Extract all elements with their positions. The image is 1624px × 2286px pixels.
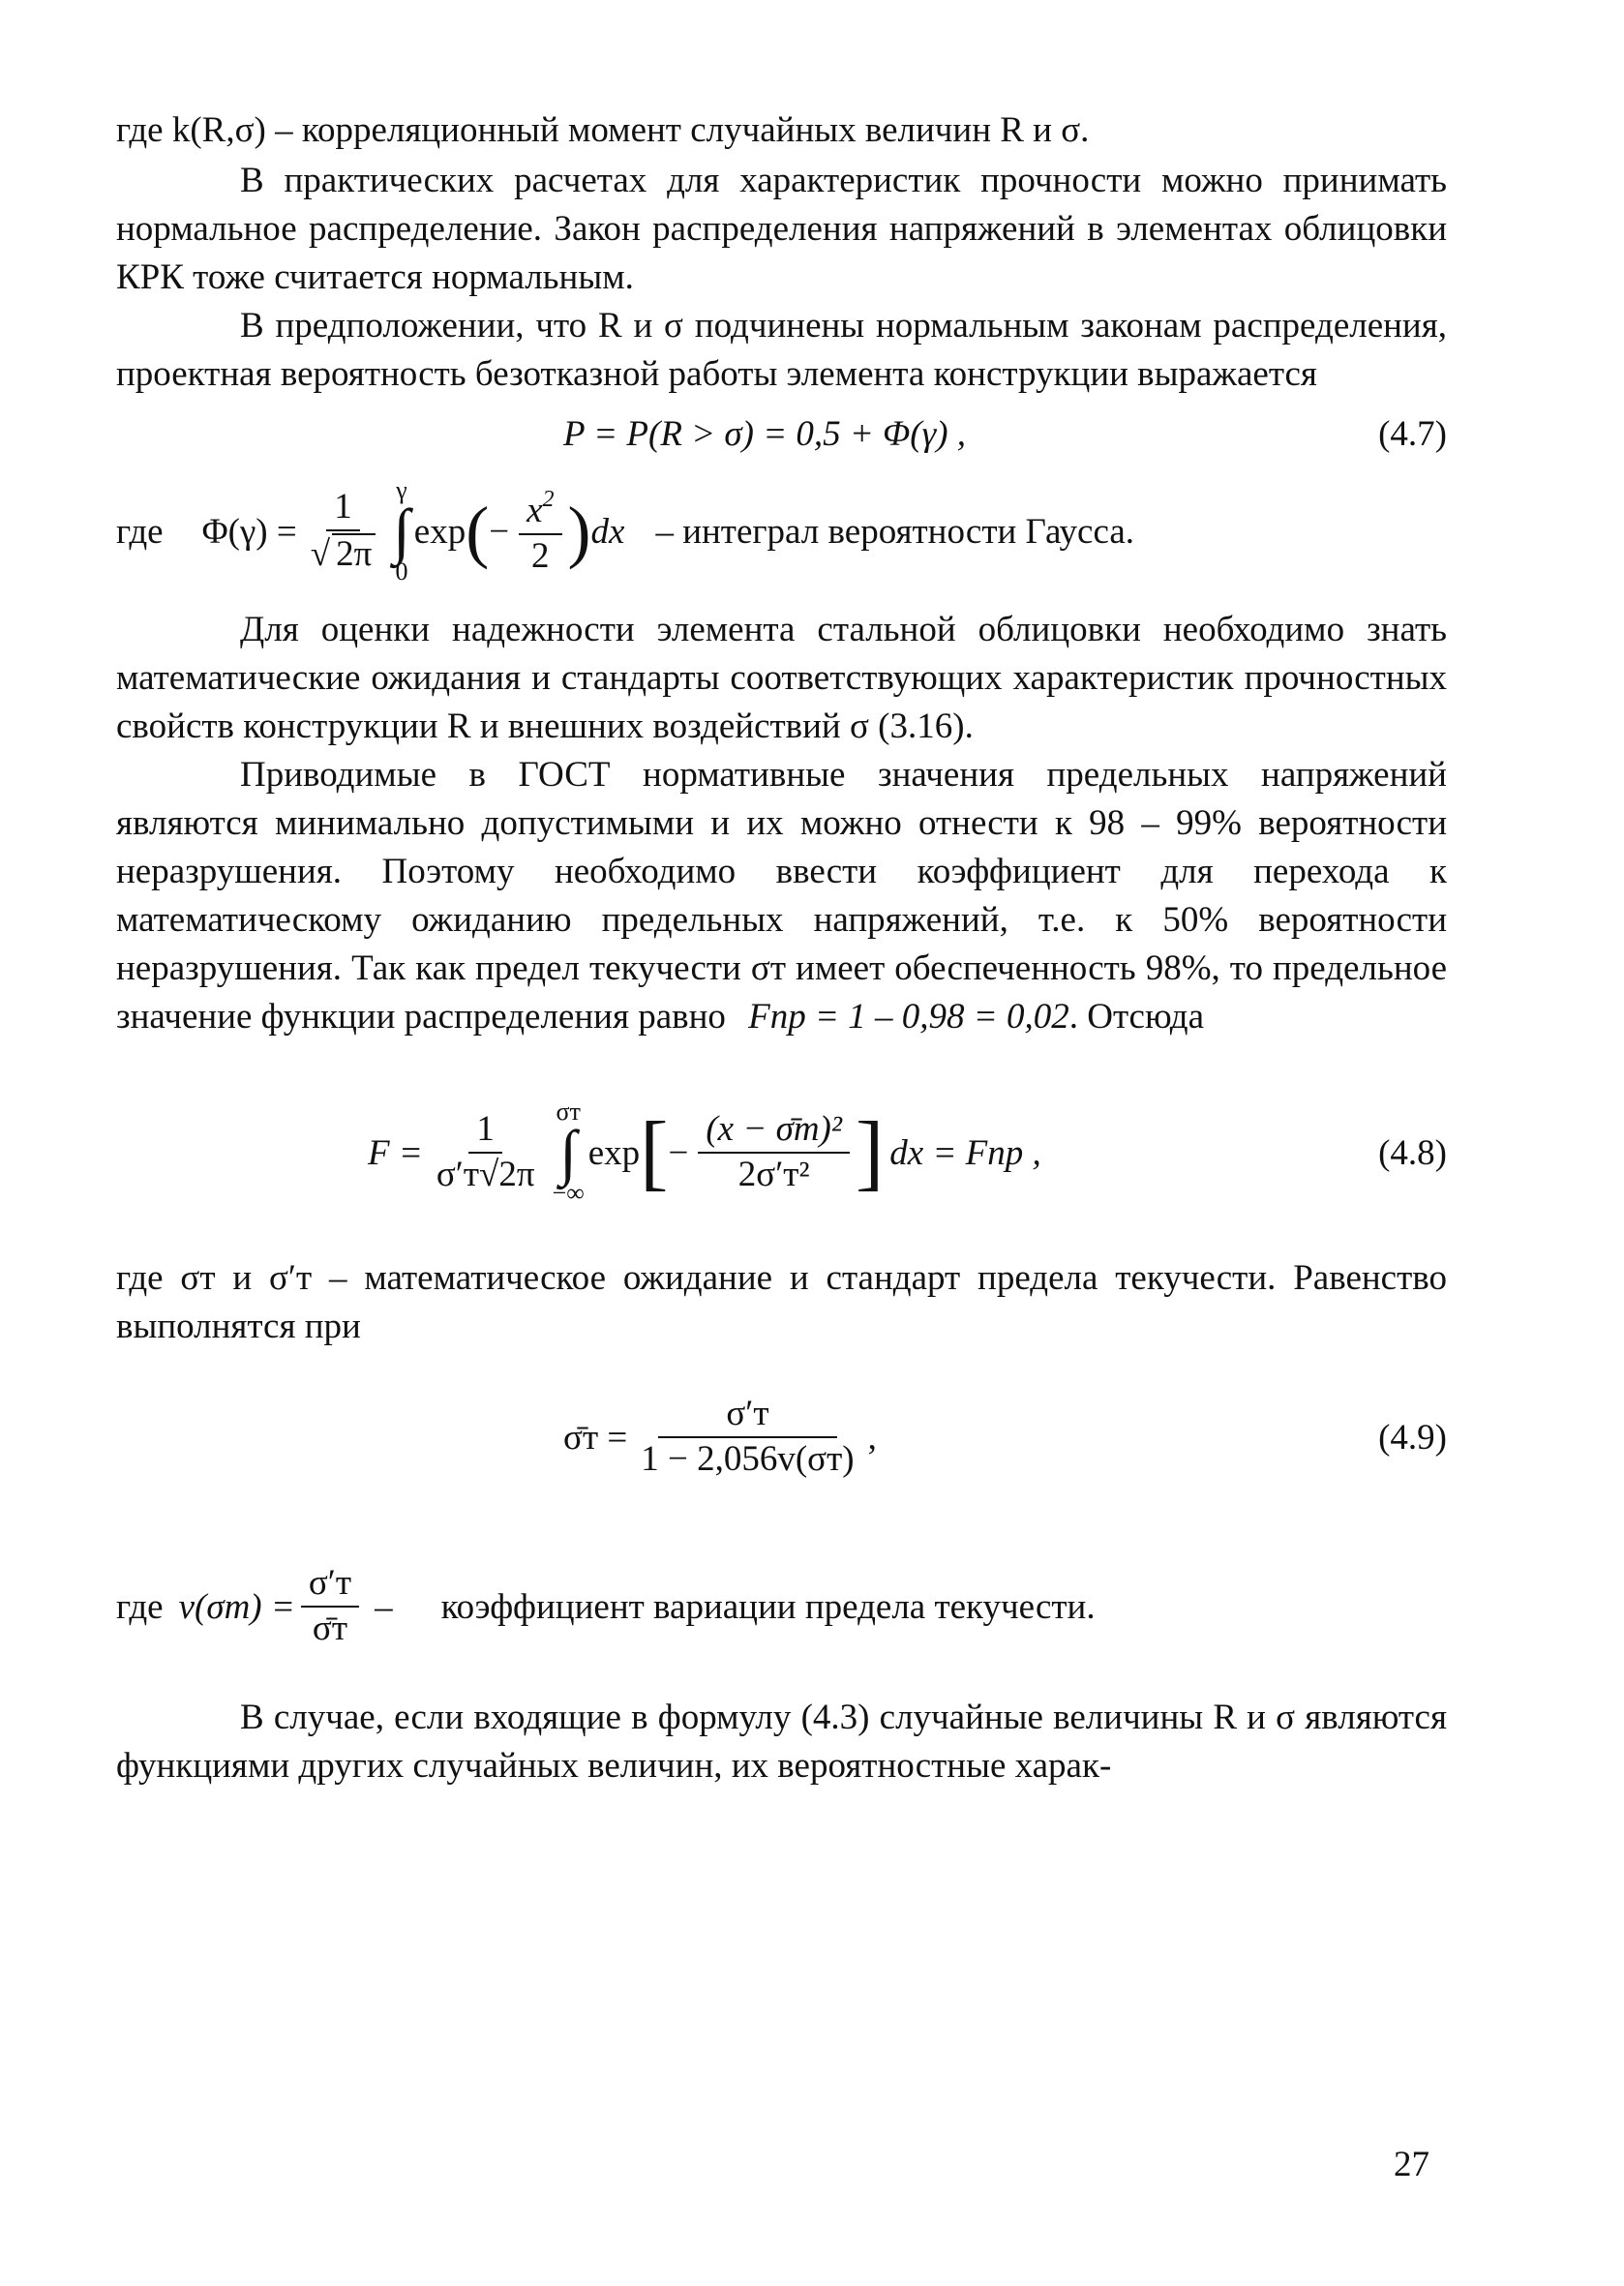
eq48-fraction-num: 1 <box>468 1110 502 1154</box>
integral-icon: ∫ <box>393 496 410 566</box>
gauss-lhs: Φ(γ) = <box>201 511 297 552</box>
eq48-lhs: F = <box>368 1132 423 1173</box>
right-paren-icon: ) <box>567 493 591 570</box>
eq48-integral-sign <box>553 1099 585 1206</box>
gauss-inner-den: 2 <box>531 535 550 576</box>
gauss-upper-limit: γ <box>396 476 407 505</box>
variation-lhs: v(σт) = <box>178 1586 295 1627</box>
eq48-inner-fraction <box>698 1110 850 1194</box>
variation-dash: – <box>375 1586 393 1627</box>
equation-variation <box>116 1549 1447 1665</box>
paragraph-estimate: Для оценки надежности элемента стальной облицовки необходимо знать математические ожидания и стандарты соответствующих характеристик прочностных свойств конструкции R и внешних воздействий σ (3.16). <box>116 610 1447 746</box>
variation-prefix: где <box>116 1586 164 1627</box>
variation-num: σ′т <box>301 1564 359 1608</box>
paragraph-expectation: где σт и σ′т – математическое ожидание и стандарт предела текучести. Равенство выполнятся при <box>116 1258 1447 1346</box>
gauss-exp: exp <box>413 511 466 552</box>
equation-4-9-number: (4.9) <box>1378 1417 1447 1458</box>
gauss-dx: dx <box>590 511 625 552</box>
gauss-minus: − <box>489 511 510 552</box>
eq49-tail: , <box>867 1417 877 1458</box>
paragraph-gost-tail: . Отсюда <box>1068 997 1204 1037</box>
right-bracket-icon: ] <box>855 1105 885 1199</box>
eq48-exp: exp <box>587 1132 641 1173</box>
eq48-upper-limit: σт <box>556 1098 581 1127</box>
eq49-fraction-den: 1 − 2,056v(σт) <box>641 1439 855 1479</box>
eq48-lower-limit: −∞ <box>552 1178 585 1207</box>
equation-4-7-body: P = P(R > σ) = 0,5 + Φ(γ) , <box>563 413 967 454</box>
gauss-fraction-num: 1 <box>326 488 360 531</box>
eq48-minus: − <box>668 1132 689 1173</box>
eq48-inner-den: 2σ′т² <box>737 1155 810 1194</box>
eq49-fraction <box>633 1395 861 1479</box>
gauss-fraction-den <box>303 531 384 575</box>
equation-gauss-integral <box>116 468 1447 594</box>
gauss-inner-num: $x^2$ <box>519 487 561 535</box>
page-content <box>116 106 1447 1790</box>
integral-icon: ∫ <box>559 1118 577 1188</box>
gauss-lower-limit: 0 <box>395 556 408 586</box>
equation-4-7-number: (4.7) <box>1378 413 1447 454</box>
eq48-rhs: dx = Fпр , <box>889 1132 1041 1173</box>
equation-4-7 <box>116 405 1447 463</box>
paragraph-practical: В практических расчетах для характеристик прочности можно принимать нормальное распределение. Закон распределения напряжений в элементах облицовки КРК тоже считается нормальным. <box>116 161 1447 297</box>
eq49-lhs: σ̄т = <box>563 1417 628 1458</box>
paragraph-assumption: В предположении, что R и σ подчинены нормальным законам распределения, проектная вероятность безотказной работы элемента конструкции выражается <box>116 306 1447 394</box>
equation-4-8 <box>116 1080 1447 1225</box>
paragraph-gost <box>116 751 1447 1041</box>
gauss-root: 2π <box>332 533 376 575</box>
eq49-fraction-num: σ′т <box>658 1395 836 1438</box>
eq48-inner-num: (x − σ̄т)² <box>698 1110 850 1154</box>
sqrt-sign: √ <box>310 534 331 574</box>
f-limit-formula: Fпр = 1 – 0,98 = 0,02 <box>748 997 1069 1037</box>
gauss-fraction <box>303 488 384 574</box>
left-paren-icon: ( <box>466 493 490 570</box>
equation-4-9 <box>116 1374 1447 1500</box>
paragraph-gost-text: Приводимые в ГОСТ нормативные значения предельных напряжений являются минимально допустимыми и их можно отнести к 98 – 99% вероятности неразрушения. Поэтому необходимо ввести коэффициент для перехода к математическому ожиданию предельных напряжений, т.е. к 50% вероятности неразрушения. Так как предел текучести σт имеет обеспеченность 98%, то предельное значение функции распределения равно <box>116 755 1447 1037</box>
gauss-inner-fraction <box>519 487 561 576</box>
equation-4-8-number: (4.8) <box>1378 1132 1447 1173</box>
gauss-prefix: где <box>116 511 164 552</box>
page-number: 27 <box>1394 2145 1429 2184</box>
variation-den: σ̄т <box>312 1609 348 1648</box>
gauss-integral-sign <box>393 478 410 585</box>
paragraph-case: В случае, если входящие в формулу (4.3) случайные величины R и σ являются функциями других случайных величин, их вероятностные харак- <box>116 1698 1447 1786</box>
left-bracket-icon: [ <box>640 1105 669 1199</box>
variation-fraction <box>301 1564 359 1648</box>
paragraph-correlation: где k(R,σ) – корреляционный момент случайных величин R и σ. <box>116 110 1090 150</box>
eq48-fraction <box>429 1110 543 1194</box>
variation-description: коэффициент вариации предела текучести. <box>440 1586 1096 1627</box>
eq48-fraction-den: σ′т√2π <box>436 1155 535 1194</box>
gauss-description: – интеграл вероятности Гаусса. <box>655 511 1135 552</box>
